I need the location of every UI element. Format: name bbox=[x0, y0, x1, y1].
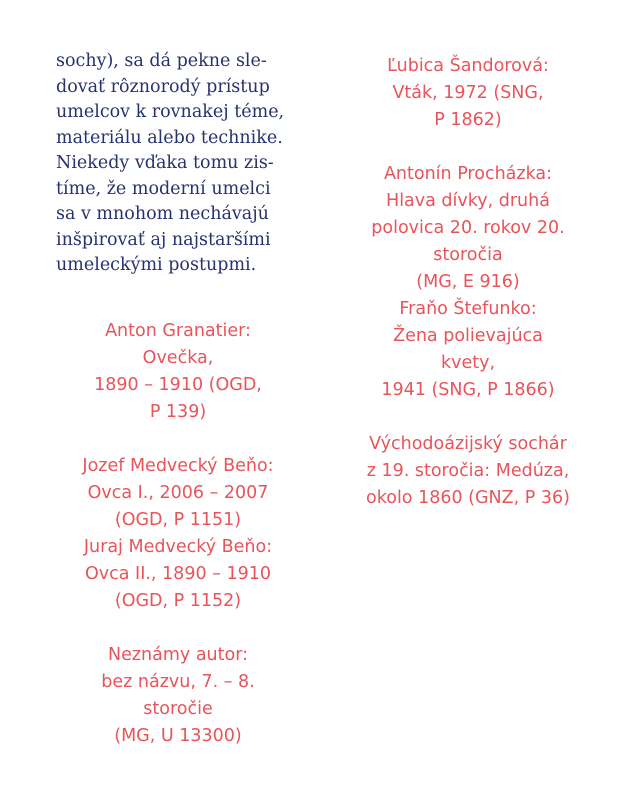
caption-line: Juraj Medvecký Beňo: bbox=[83, 537, 273, 557]
caption-line: Ovca II., 1890 – 1910 bbox=[85, 564, 271, 584]
caption-line: kvety, bbox=[440, 353, 496, 373]
body-text-line: materiálu alebo technike. bbox=[56, 127, 283, 148]
caption-line: Ovečka, bbox=[142, 348, 214, 368]
caption-anton-granatier bbox=[40, 318, 316, 426]
caption-line: Hlava dívky, druhá bbox=[386, 191, 550, 211]
caption-line: bez názvu, 7. – 8. bbox=[101, 672, 255, 692]
caption-lubica-sandorova bbox=[330, 53, 606, 134]
caption-line: Anton Granatier: bbox=[105, 321, 251, 341]
caption-line: Neznámy autor: bbox=[108, 645, 248, 665]
caption-line: (MG, E 916) bbox=[416, 272, 520, 292]
body-text-line: tíme, že moderní umelci bbox=[56, 178, 271, 199]
caption-line: Ľubica Šandorová: bbox=[387, 56, 549, 76]
caption-antonin-prochazka bbox=[330, 161, 606, 296]
caption-line: storočia bbox=[433, 245, 503, 265]
captions-right-column bbox=[330, 53, 606, 512]
caption-frano-stefunko bbox=[330, 296, 606, 404]
caption-line: 1890 – 1910 (OGD, bbox=[94, 375, 262, 395]
caption-line: P 1862) bbox=[434, 110, 502, 130]
body-text-line: sochy), sa dá pekne sle- bbox=[56, 51, 267, 71]
caption-line: z 19. storočia: Medúza, bbox=[366, 461, 570, 481]
caption-juraj-medvecky-beno bbox=[40, 534, 316, 615]
captions-left-column bbox=[40, 318, 316, 750]
caption-vychodoazijsky-sochar bbox=[330, 431, 606, 512]
caption-line: Jozef Medvecký Beňo: bbox=[82, 456, 274, 476]
body-text-paragraph bbox=[56, 49, 316, 279]
caption-line: Fraňo Štefunko: bbox=[399, 299, 537, 319]
caption-line: polovica 20. rokov 20. bbox=[371, 218, 565, 238]
caption-line: 1941 (SNG, P 1866) bbox=[381, 380, 555, 400]
caption-line: Ovca I., 2006 – 2007 bbox=[87, 483, 269, 503]
caption-line: okolo 1860 (GNZ, P 36) bbox=[366, 488, 570, 508]
body-text-line: umeleckými postupmi. bbox=[56, 255, 257, 275]
caption-line: Vták, 1972 (SNG, bbox=[392, 83, 544, 103]
body-text-line: Niekedy vďaka tomu zis- bbox=[56, 153, 274, 173]
caption-line: (OGD, P 1152) bbox=[114, 591, 242, 611]
caption-line: (MG, U 13300) bbox=[114, 726, 242, 746]
caption-line: P 139) bbox=[149, 402, 207, 422]
caption-line: (OGD, P 1151) bbox=[114, 510, 242, 530]
caption-line: Antonín Procházka: bbox=[383, 164, 553, 184]
caption-jozef-medvecky-beno bbox=[40, 453, 316, 534]
body-text-line: dovať rôznorodý prístup bbox=[56, 76, 270, 97]
caption-line: Východoázijský sochár bbox=[369, 434, 567, 454]
body-text-line: inšpirovať aj najstaršími bbox=[56, 229, 271, 250]
body-text-line: sa v mnohom nechávajú bbox=[56, 204, 269, 224]
caption-neznamy-autor bbox=[40, 642, 316, 750]
body-text-line: umelcov k rovnakej téme, bbox=[56, 102, 285, 122]
caption-line: Žena polievajúca bbox=[393, 326, 543, 346]
caption-line: storočie bbox=[143, 699, 213, 719]
